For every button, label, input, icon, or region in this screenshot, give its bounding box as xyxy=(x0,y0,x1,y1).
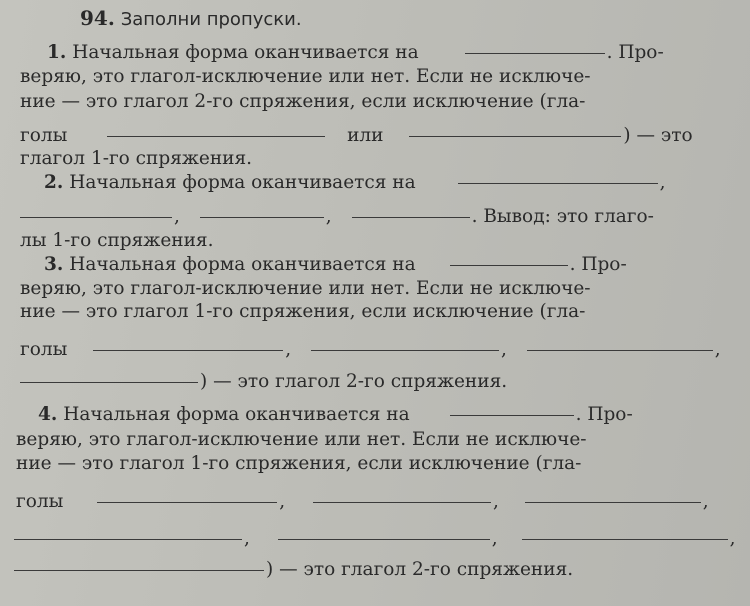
item-4-line-1: 4. Начальная форма оканчивается на . Про- xyxy=(38,404,633,425)
item-number: 3. xyxy=(44,254,64,275)
exercise-number: 94. xyxy=(80,6,115,30)
item-3-line-2: веряю, это глагол-исключение или нет. Если не исключе- xyxy=(20,278,591,299)
item-1-line-3: ние — это глагол 2-го спряжения, если исключение (гла- xyxy=(20,91,586,112)
answer-blank[interactable] xyxy=(465,52,605,54)
answer-blank[interactable] xyxy=(313,501,491,503)
item-2-line-1: 2. Начальная форма оканчивается на , xyxy=(44,172,666,193)
answer-blank[interactable] xyxy=(93,349,283,351)
item-1-line-4: голы или ) — это xyxy=(20,125,693,146)
item-3-line-3: ние — это глагол 1-го спряжения, если исключение (гла- xyxy=(20,301,586,322)
item-number: 1. xyxy=(47,42,67,63)
item-4-line-3: ние — это глагол 1-го спряжения, если исключение (гла- xyxy=(16,453,582,474)
item-number: 2. xyxy=(44,172,64,193)
answer-blank[interactable] xyxy=(522,538,728,540)
exercise-title-text: Заполни пропуски. xyxy=(120,9,302,30)
answer-blank[interactable] xyxy=(352,216,470,218)
item-1-line-2: веряю, это глагол-исключение или нет. Если не исключе- xyxy=(20,66,591,87)
item-1-line-1: 1. Начальная форма оканчивается на . Про- xyxy=(47,42,664,63)
item-4-line-4: голы , , , xyxy=(16,491,709,512)
answer-blank[interactable] xyxy=(527,349,713,351)
answer-blank[interactable] xyxy=(311,349,499,351)
answer-blank[interactable] xyxy=(107,135,325,137)
item-3-line-4: голы , , , xyxy=(20,339,721,360)
answer-blank[interactable] xyxy=(458,182,658,184)
answer-blank[interactable] xyxy=(200,216,324,218)
answer-blank[interactable] xyxy=(20,216,172,218)
answer-blank[interactable] xyxy=(525,501,701,503)
answer-blank[interactable] xyxy=(450,414,574,416)
answer-blank[interactable] xyxy=(450,264,568,266)
item-number: 4. xyxy=(38,404,58,425)
item-4-line-5: , , , xyxy=(14,527,735,551)
answer-blank[interactable] xyxy=(278,538,490,540)
item-4-line-6: ) — это глагол 2-го спряжения. xyxy=(14,558,573,582)
item-2-line-2: , , . Вывод: это глаго- xyxy=(20,205,654,229)
answer-blank[interactable] xyxy=(97,501,277,503)
item-4-line-2: веряю, это глагол-исключение или нет. Если не исключе- xyxy=(16,429,587,450)
exercise-title xyxy=(80,6,302,32)
answer-blank[interactable] xyxy=(14,538,242,540)
item-3-line-1: 3. Начальная форма оканчивается на . Про- xyxy=(44,254,627,275)
answer-blank[interactable] xyxy=(14,569,264,571)
answer-blank[interactable] xyxy=(409,135,621,137)
item-2-line-3: лы 1-го спряжения. xyxy=(20,230,214,251)
item-3-line-5: ) — это глагол 2-го спряжения. xyxy=(20,370,507,394)
item-1-line-5: глагол 1-го спряжения. xyxy=(20,148,253,169)
answer-blank[interactable] xyxy=(20,381,198,383)
